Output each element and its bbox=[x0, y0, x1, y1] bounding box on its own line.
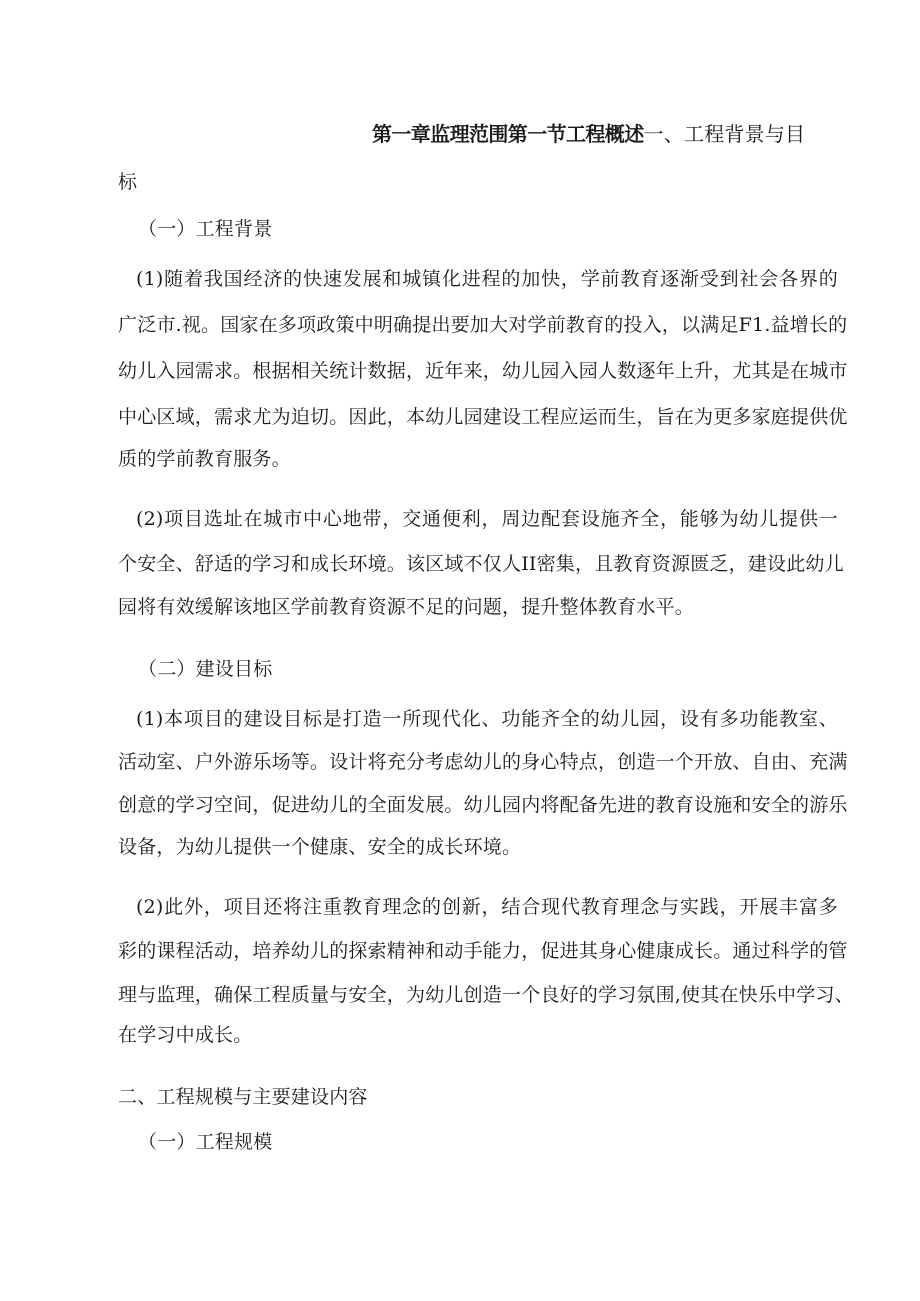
paragraph-line: (1)随着我国经济的快速发展和城镇化进程的加快，学前教育逐渐受到社会各界的 bbox=[136, 268, 838, 290]
section-title-goals: （二）建设目标 bbox=[138, 658, 273, 680]
paragraph-line: 活动室、户外游乐场等。设计将充分考虑幼儿的身心特点，创造一个开放、自由、充满 bbox=[118, 751, 848, 773]
subsection-title-scale: （一）工程规模 bbox=[138, 1131, 273, 1153]
paragraph-line: 质的学前教育服务。 bbox=[118, 448, 291, 470]
paragraph-line: (1)本项目的建设目标是打造一所现代化、功能齐全的幼儿园，设有多功能教室、 bbox=[136, 708, 838, 730]
paragraph-line: 创意的学习空间，促进幼儿的全面发展。幼儿园内将配备先进的教育设施和安全的游乐 bbox=[118, 794, 848, 816]
chapter-heading-rest: 一、工程背景与目 bbox=[643, 122, 806, 146]
paragraph-line: 幼儿入园需求。根据相关统计数据，近年来，幼儿园入园人数逐年上升，尤其是在城市 bbox=[118, 360, 848, 382]
paragraph-line: (2)项目选址在城市中心地带，交通便利，周边配套设施齐全，能够为幼儿提供一 bbox=[136, 508, 838, 530]
chapter-heading-wrap: 标 bbox=[118, 171, 138, 193]
paragraph-line: 园将有效缓解该地区学前教育资源不足的问题，提升整体教育水平。 bbox=[118, 596, 695, 618]
paragraph-line: 理与监理，确保工程质量与安全，为幼儿创造一个良好的学习氛围,使其在快乐中学习、 bbox=[118, 984, 854, 1006]
section-title-scale: 二、工程规模与主要建设内容 bbox=[118, 1086, 368, 1108]
chapter-heading-bold: 第一章监理范围第一节工程概述 bbox=[372, 122, 644, 146]
paragraph-line: 广泛市.视。国家在多项政策中明确提出要加大对学前教育的投入，以满足F1.益增长的 bbox=[118, 314, 848, 336]
paragraph-line: 彩的课程活动，培养幼儿的探索精神和动手能力，促进其身心健康成长。通过科学的管 bbox=[118, 940, 848, 962]
paragraph-line: 在学习中成长。 bbox=[118, 1024, 253, 1046]
paragraph-line: 个安全、舒适的学习和成长环境。该区域不仅人II密集，且教育资源匮乏，建设此幼儿 bbox=[118, 553, 844, 575]
chapter-heading bbox=[372, 121, 842, 147]
section-title-background: （一）工程背景 bbox=[138, 218, 273, 240]
paragraph-line: 中心区域，需求尤为迫切。因此，本幼儿园建设工程应运而生，旨在为更多家庭提供优 bbox=[118, 406, 848, 428]
paragraph-line: (2)此外，项目还将注重教育理念的创新，结合现代教育理念与实践，开展丰富多 bbox=[136, 896, 838, 918]
paragraph-line: 设备，为幼儿提供一个健康、安全的成长环境。 bbox=[118, 836, 522, 858]
